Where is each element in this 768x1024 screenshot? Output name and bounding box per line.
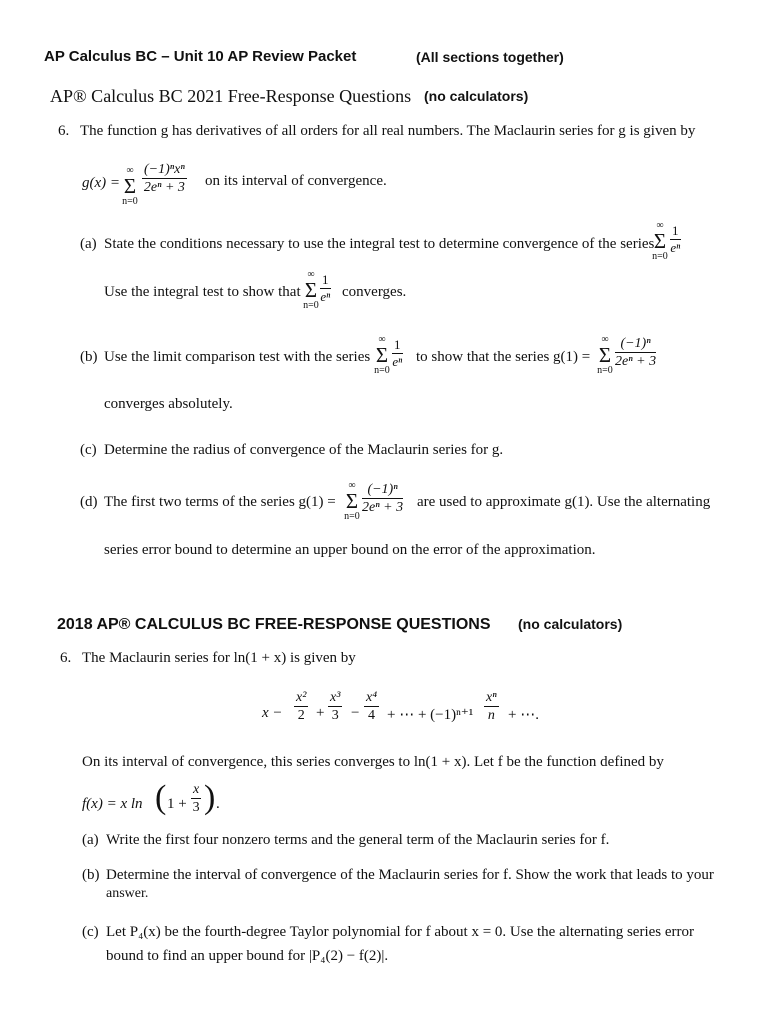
part-d-label: (d): [80, 494, 98, 510]
section1-note: (no calculators): [424, 88, 529, 104]
section2-intro: The Maclaurin series for ln(1 + x) is given by: [82, 650, 356, 666]
g-tail: on its interval of convergence.: [205, 173, 387, 189]
g-fraction: [142, 162, 187, 196]
s2-part-a-label: (a): [82, 832, 99, 848]
section2-note: (no calculators): [518, 616, 623, 632]
series-termn: $\frac{\text{xⁿ}}{n}$: [486, 690, 497, 724]
series-term4: $\frac{\text{x⁴}}{4}$: [366, 690, 378, 724]
f-left-paren: (: [155, 779, 167, 816]
series-end: + ⋯.: [508, 707, 539, 723]
packet-title: AP Calculus BC – Unit 10 AP Review Packet: [44, 48, 357, 65]
part-a-converges: converges.: [342, 284, 407, 300]
section1-heading: AP® Calculus BC 2021 Free-Response Questions: [50, 86, 412, 106]
part-c-label: (c): [80, 442, 97, 458]
part-b-text2: converges absolutely.: [104, 396, 233, 412]
section2-heading: 2018 AP® CALCULUS BC FREE-RESPONSE QUESTIONS: [57, 616, 491, 633]
part-b-sigma1: ∞ Σ n=0: [374, 334, 390, 376]
part-b-fraction2: $\frac{\text{(−1)ⁿ}}{\text{2eⁿ + 3}}$: [615, 336, 657, 370]
series-mid: + ⋯ + (−1)ⁿ⁺¹: [387, 707, 474, 723]
series-term3: $\frac{\text{x³}}{3}$: [330, 690, 341, 724]
section2-question-number: 6.: [60, 650, 72, 666]
convergence-text: On its interval of convergence, this series converges to ln(1 + x). Let f be the function defined by: [82, 754, 664, 770]
section1-intro: The function g has derivatives of all orders for all real numbers. The Maclaurin series for g is given by: [80, 123, 696, 139]
packet-note: (All sections together): [416, 49, 564, 65]
part-a-label: (a): [80, 236, 97, 252]
part-a-text2: Use the integral test to show that: [104, 284, 301, 300]
part-a-sigma: ∞ Σ n=0: [652, 220, 668, 262]
s2-part-c-text: Let P₄(x) be the fourth-degree Taylor polynomial for f about x = 0. Use the alternating series error: [106, 924, 695, 940]
part-d-text-post: are used to approximate g(1). Use the alternating: [417, 494, 711, 510]
part-a-text: State the conditions necessary to use the integral test to determine convergence of the series: [104, 236, 655, 252]
g-lhs: g(x) =: [82, 175, 121, 191]
s2-part-b-label: (b): [82, 867, 100, 883]
part-b-label: (b): [80, 349, 98, 365]
s2-part-a-text: Write the first four nonzero terms and the general term of the Maclaurin series for f.: [106, 832, 610, 848]
g-numerator: (−1)ⁿxⁿ: [142, 162, 187, 179]
part-d-fraction: $\frac{\text{(−1)ⁿ}}{\text{2eⁿ + 3}}$: [362, 482, 404, 516]
g-denominator: 2eⁿ + 3: [143, 180, 185, 196]
part-a2-sigma: ∞ Σ n=0: [303, 269, 319, 311]
part-d-sigma: ∞ Σ n=0: [344, 480, 360, 522]
f-lhs: f(x) = x ln: [82, 796, 143, 812]
part-d-text: The first two terms of the series g(1) =: [104, 494, 336, 510]
s2-part-c-label: (c): [82, 924, 99, 940]
series-plus: +: [316, 705, 325, 721]
s2-part-b-text2: answer.: [106, 886, 149, 901]
part-c-text: Determine the radius of convergence of the Maclaurin series for g.: [104, 442, 504, 458]
part-d-text2: series error bound to determine an upper bound on the error of the approximation.: [104, 542, 596, 558]
f-one-plus: 1 +: [167, 796, 187, 812]
f-right-paren: ): [204, 779, 216, 816]
series-x: x −: [262, 705, 283, 721]
series-minus: −: [351, 705, 360, 721]
part-b-text-mid: to show that the series g(1) =: [416, 349, 591, 365]
part-b-fraction1: $\frac{1}{\text{eⁿ}}$: [392, 337, 403, 370]
part-a-fraction: $\frac{1}{\text{eⁿ}}$: [670, 223, 681, 256]
part-b-text: Use the limit comparison test with the series: [104, 349, 371, 365]
section1-question-number: 6.: [58, 123, 70, 139]
f-fraction: $\frac{x}{3}$: [192, 782, 200, 816]
part-a2-fraction: $\frac{1}{\text{eⁿ}}$: [320, 272, 331, 305]
part-b-sigma2: ∞ Σ n=0: [597, 334, 613, 376]
s2-part-c-text2: bound to find an upper bound for |P₄(2) − f(2)|.: [106, 948, 389, 964]
s2-part-b-text: Determine the interval of convergence of the Maclaurin series for f. Show the work that leads to your: [106, 867, 714, 883]
series-term2: $\frac{\text{x²}}{2}$: [296, 690, 307, 724]
f-end: .: [216, 796, 220, 812]
g-sum-sigma: ∞ Σ n=0: [122, 165, 138, 207]
